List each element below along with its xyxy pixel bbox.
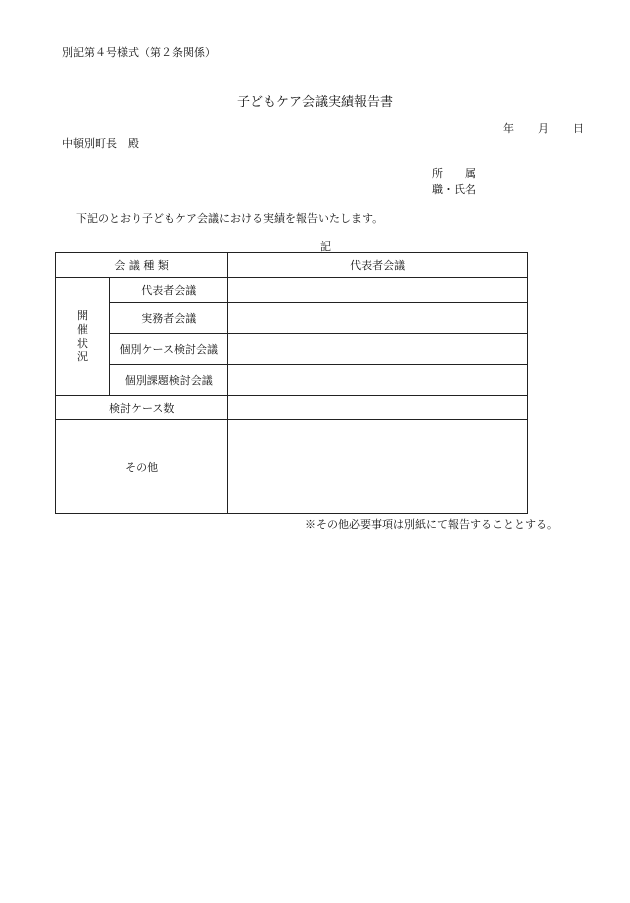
- status-group-label: 開催状況: [77, 309, 89, 364]
- row-value[interactable]: [228, 278, 528, 303]
- case-count-value[interactable]: [228, 396, 528, 420]
- status-group-cell: [56, 278, 110, 396]
- addressee: 中頓別町長 殿: [62, 137, 139, 150]
- table-row: [56, 420, 528, 514]
- table-row: [56, 334, 528, 365]
- form-number: 別記第４号様式（第２条関係）: [62, 46, 216, 59]
- row-label: 個別課題検討会議: [110, 365, 228, 396]
- date-day: 日: [573, 122, 584, 135]
- ki-heading: 記: [320, 240, 331, 253]
- header-meeting-type: 会 議 種 類: [56, 253, 228, 278]
- footnote: ※その他必要事項は別紙にて報告することとする。: [305, 518, 558, 531]
- date-year: 年: [503, 122, 514, 135]
- table-row: [56, 396, 528, 420]
- report-table: [55, 252, 528, 514]
- table-row: [56, 303, 528, 334]
- row-value[interactable]: [228, 303, 528, 334]
- table-row: [56, 278, 528, 303]
- name-label: 職・氏名: [432, 183, 476, 196]
- row-label: 代表者会議: [110, 278, 228, 303]
- date-line: [503, 120, 584, 136]
- row-value[interactable]: [228, 334, 528, 365]
- other-label: その他: [56, 420, 228, 514]
- header-value: 代表者会議: [228, 253, 528, 278]
- intro-text: 下記のとおり子どもケア会議における実績を報告いたします。: [76, 212, 384, 225]
- other-value[interactable]: [228, 420, 528, 514]
- table-row: [56, 365, 528, 396]
- row-value[interactable]: [228, 365, 528, 396]
- document-title: 子どもケア会議実績報告書: [236, 95, 393, 110]
- affiliation-label: 所 属: [432, 167, 476, 180]
- case-count-label: 検討ケース数: [56, 396, 228, 420]
- row-label: 実務者会議: [110, 303, 228, 334]
- row-label: 個別ケース検討会議: [110, 334, 228, 365]
- date-month: 月: [538, 122, 549, 135]
- table-header-row: [56, 253, 528, 278]
